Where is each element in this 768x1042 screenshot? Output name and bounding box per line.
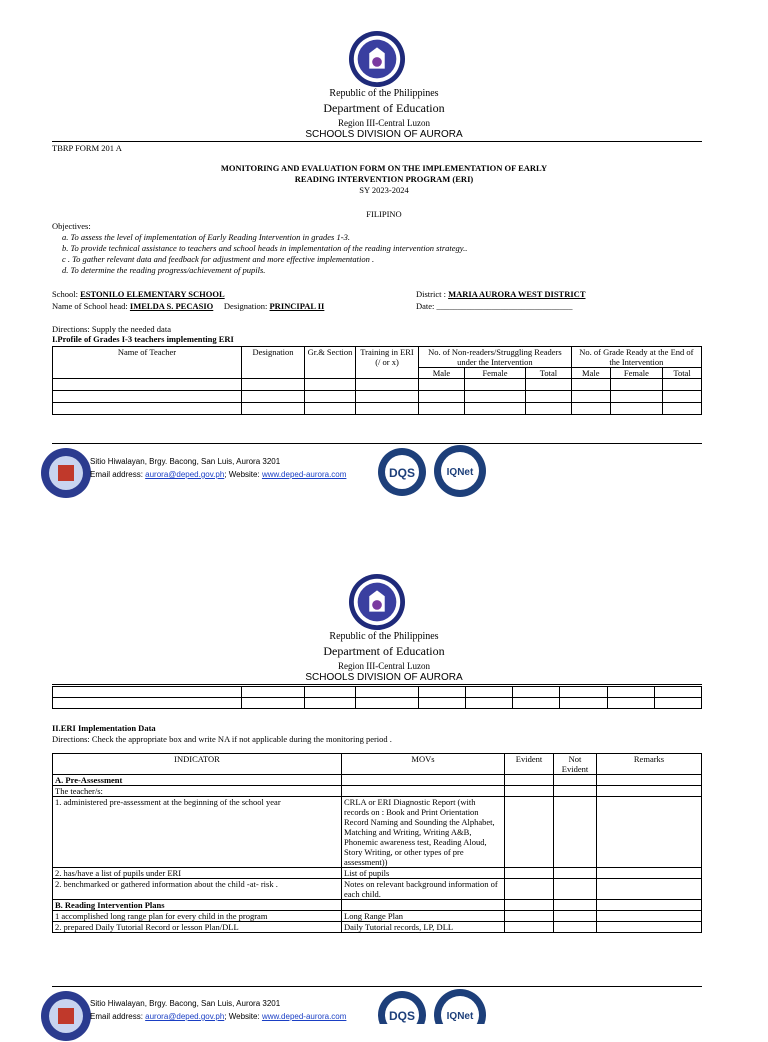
remarks-cell[interactable] [597,786,702,797]
footer-rule [52,986,702,987]
header-republic: Republic of the Philippines [329,88,439,99]
th-male-2: Male [571,368,610,379]
footer-contact [90,1012,346,1021]
school-label: School: [52,289,81,299]
footer-address: Sitio Hiwalayan, Brgy. Bacong, San Luis, Aurora 3201 [90,457,281,466]
table-row [53,698,702,709]
remarks-cell[interactable] [597,797,702,868]
indicator-cell: 1. administered pre-assessment at the beginning of the school year [53,797,342,868]
head-value: IMELDA S. PECASIO [129,301,214,311]
remarks-cell[interactable] [597,879,702,900]
footer-website-link[interactable]: www.deped-aurora.com [261,470,347,479]
not-evident-checkbox[interactable] [554,786,597,797]
dqs-logo-icon [374,990,430,1024]
footer-email-label: Email address: [90,1012,146,1021]
footer-address: Sitio Hiwalayan, Brgy. Bacong, San Luis, Aurora 3201 [90,999,281,1008]
header-division: SCHOOLS DIVISION OF AURORA [305,672,463,683]
th-female-2: Female [610,368,662,379]
footer-email-link[interactable]: aurora@deped.gov.ph [145,470,225,479]
deped-seal-icon [348,573,406,631]
header-department: Department of Education [323,644,445,658]
th-nonreaders: No. of Non-readers/Struggling Readers under the Intervention [419,347,572,368]
evident-checkbox[interactable] [505,868,554,879]
iqnet-text: IQNet [446,467,474,478]
header-republic: Republic of the Philippines [329,631,439,642]
not-evident-checkbox[interactable] [554,879,597,900]
division-seal-icon [40,990,92,1042]
district-field [416,289,585,299]
table-row [53,868,702,879]
objective-d: d. To determine the reading progress/achievement of pupils. [62,265,266,275]
remarks-cell[interactable] [597,775,702,786]
iqnet-logo-icon [432,988,488,1024]
form-code: TBRP FORM 201 A [52,143,122,153]
objective-b: b. To provide technical assistance to teachers and school heads in implementation of the reading intervention strategy.. [62,243,468,253]
movs-cell: List of pupils [342,868,505,879]
th-grade: Gr.& Section [305,347,356,379]
table-row [53,403,702,415]
iqnet-logo-icon [432,444,488,498]
table-row [53,775,702,786]
objective-a: a. To assess the level of implementation of Early Reading Intervention in grades 1-3. [62,232,350,242]
footer-email-link[interactable]: aurora@deped.gov.ph [145,1012,225,1021]
school-head-field [52,301,324,311]
th-indicator: INDICATOR [53,754,342,775]
evident-checkbox[interactable] [505,786,554,797]
dqs-logo-icon [374,447,430,497]
table-row [53,900,702,911]
school-field [52,289,225,299]
th-gradeready: No. of Grade Ready at the End of the Intervention [571,347,701,368]
indicator-cell: 2. prepared Daily Tutorial Record or lesson Plan/DLL [53,922,342,933]
th-name: Name of Teacher [53,347,242,379]
th-female-1: Female [464,368,525,379]
subject: FILIPINO [366,209,402,219]
not-evident-checkbox[interactable] [554,797,597,868]
iqnet-text: IQNet [446,1011,474,1022]
evident-checkbox[interactable] [505,797,554,868]
header-division: SCHOOLS DIVISION OF AURORA [305,129,463,140]
movs-cell [342,775,505,786]
date-field [416,301,573,311]
th-not-evident: Not Evident [554,754,597,775]
header-department: Department of Education [323,101,445,115]
evident-checkbox[interactable] [505,900,554,911]
footer-email-label: Email address: [90,470,146,479]
evident-checkbox[interactable] [505,879,554,900]
remarks-cell[interactable] [597,868,702,879]
eri-table [52,753,702,933]
district-label: District : [416,289,449,299]
not-evident-checkbox[interactable] [554,922,597,933]
movs-cell [342,786,505,797]
header-region: Region III-Central Luzon [338,661,430,671]
footer-contact [90,470,346,479]
table-row [53,922,702,933]
division-seal-icon [40,447,92,499]
form-title-line2: READING INTERVENTION PROGRAM (ERI) [294,174,474,184]
head-label: Name of School head: [52,301,130,311]
evident-checkbox[interactable] [505,922,554,933]
th-remarks: Remarks [597,754,702,775]
directions-2: Directions: Check the appropriate box and write NA if not applicable during the monitoring period . [52,734,392,744]
form-title-line1: MONITORING AND EVALUATION FORM ON THE IMPLEMENTATION OF EARLY [220,163,548,173]
indicator-cell: 2. has/have a list of pupils under ERI [53,868,342,879]
indicator-cell: B. Reading Intervention Plans [53,900,342,911]
not-evident-checkbox[interactable] [554,775,597,786]
school-value: ESTONILO ELEMENTARY SCHOOL [80,289,225,299]
designation-value: PRINCIPAL II [269,301,325,311]
indicator-cell: 1 accomplished long range plan for every child in the program [53,911,342,922]
dqs-text: DQS [388,466,416,480]
date-value: ________________________________ [436,301,573,311]
date-label: Date: [416,301,437,311]
remarks-cell[interactable] [597,900,702,911]
profile-table [52,346,702,415]
not-evident-checkbox[interactable] [554,868,597,879]
not-evident-checkbox[interactable] [554,911,597,922]
table-row [53,687,702,698]
directions-1: Directions: Supply the needed data [52,324,171,334]
designation-label: Designation: [223,301,270,311]
header-region: Region III-Central Luzon [338,118,430,128]
indicator-cell: The teacher/s: [53,786,342,797]
remarks-cell[interactable] [597,911,702,922]
section2-title: II.ERI Implementation Data [52,723,156,733]
movs-cell: Long Range Plan [342,911,505,922]
profile-table-continued [52,686,702,709]
th-designation: Designation [242,347,305,379]
movs-cell [342,900,505,911]
th-training: Training in ERI (/ or x) [356,347,419,379]
evident-checkbox[interactable] [505,911,554,922]
indicator-cell: 2. benchmarked or gathered information about the child -at- risk . [53,879,342,900]
objective-c: c . To gather relevant data and feedback for adjustment and more effective implementation . [62,254,375,264]
th-movs: MOVs [342,754,505,775]
school-year: SY 2023-2024 [359,185,409,195]
movs-cell: Notes on relevant background information of each child. [342,879,505,900]
footer-website-link[interactable]: www.deped-aurora.com [261,1012,347,1021]
indicator-cell: A. Pre-Assessment [53,775,342,786]
evident-checkbox[interactable] [505,775,554,786]
not-evident-checkbox[interactable] [554,900,597,911]
th-male-1: Male [419,368,465,379]
table-row [53,379,702,391]
section1-title: I.Profile of Grades I-3 teachers implementing ERI [52,334,234,344]
table-row [53,391,702,403]
th-total-1: Total [526,368,572,379]
th-evident: Evident [505,754,554,775]
footer-rule [52,443,702,444]
dqs-text: DQS [388,1009,416,1023]
th-total-2: Total [663,368,702,379]
table-row [53,911,702,922]
table-row [53,797,702,868]
table-row [53,879,702,900]
header-rule [52,141,702,142]
footer-website-label: ; Website: [224,470,262,479]
footer-website-label: ; Website: [224,1012,262,1021]
movs-cell: Daily Tutorial records, LP, DLL [342,922,505,933]
table-row [53,786,702,797]
objectives-label: Objectives: [52,221,91,231]
district-value: MARIA AURORA WEST DISTRICT [448,289,586,299]
remarks-cell[interactable] [597,922,702,933]
movs-cell: CRLA or ERI Diagnostic Report (with records on : Book and Print Orientation Record Naming and Sounding the Alphabet, Matching and Writing, Writing A&B, Phonemic awareness test, Reading Aloud, Story Writing, or other types of pre assessment)) [342,797,505,868]
deped-seal-icon [348,30,406,88]
header-rule [52,684,702,685]
